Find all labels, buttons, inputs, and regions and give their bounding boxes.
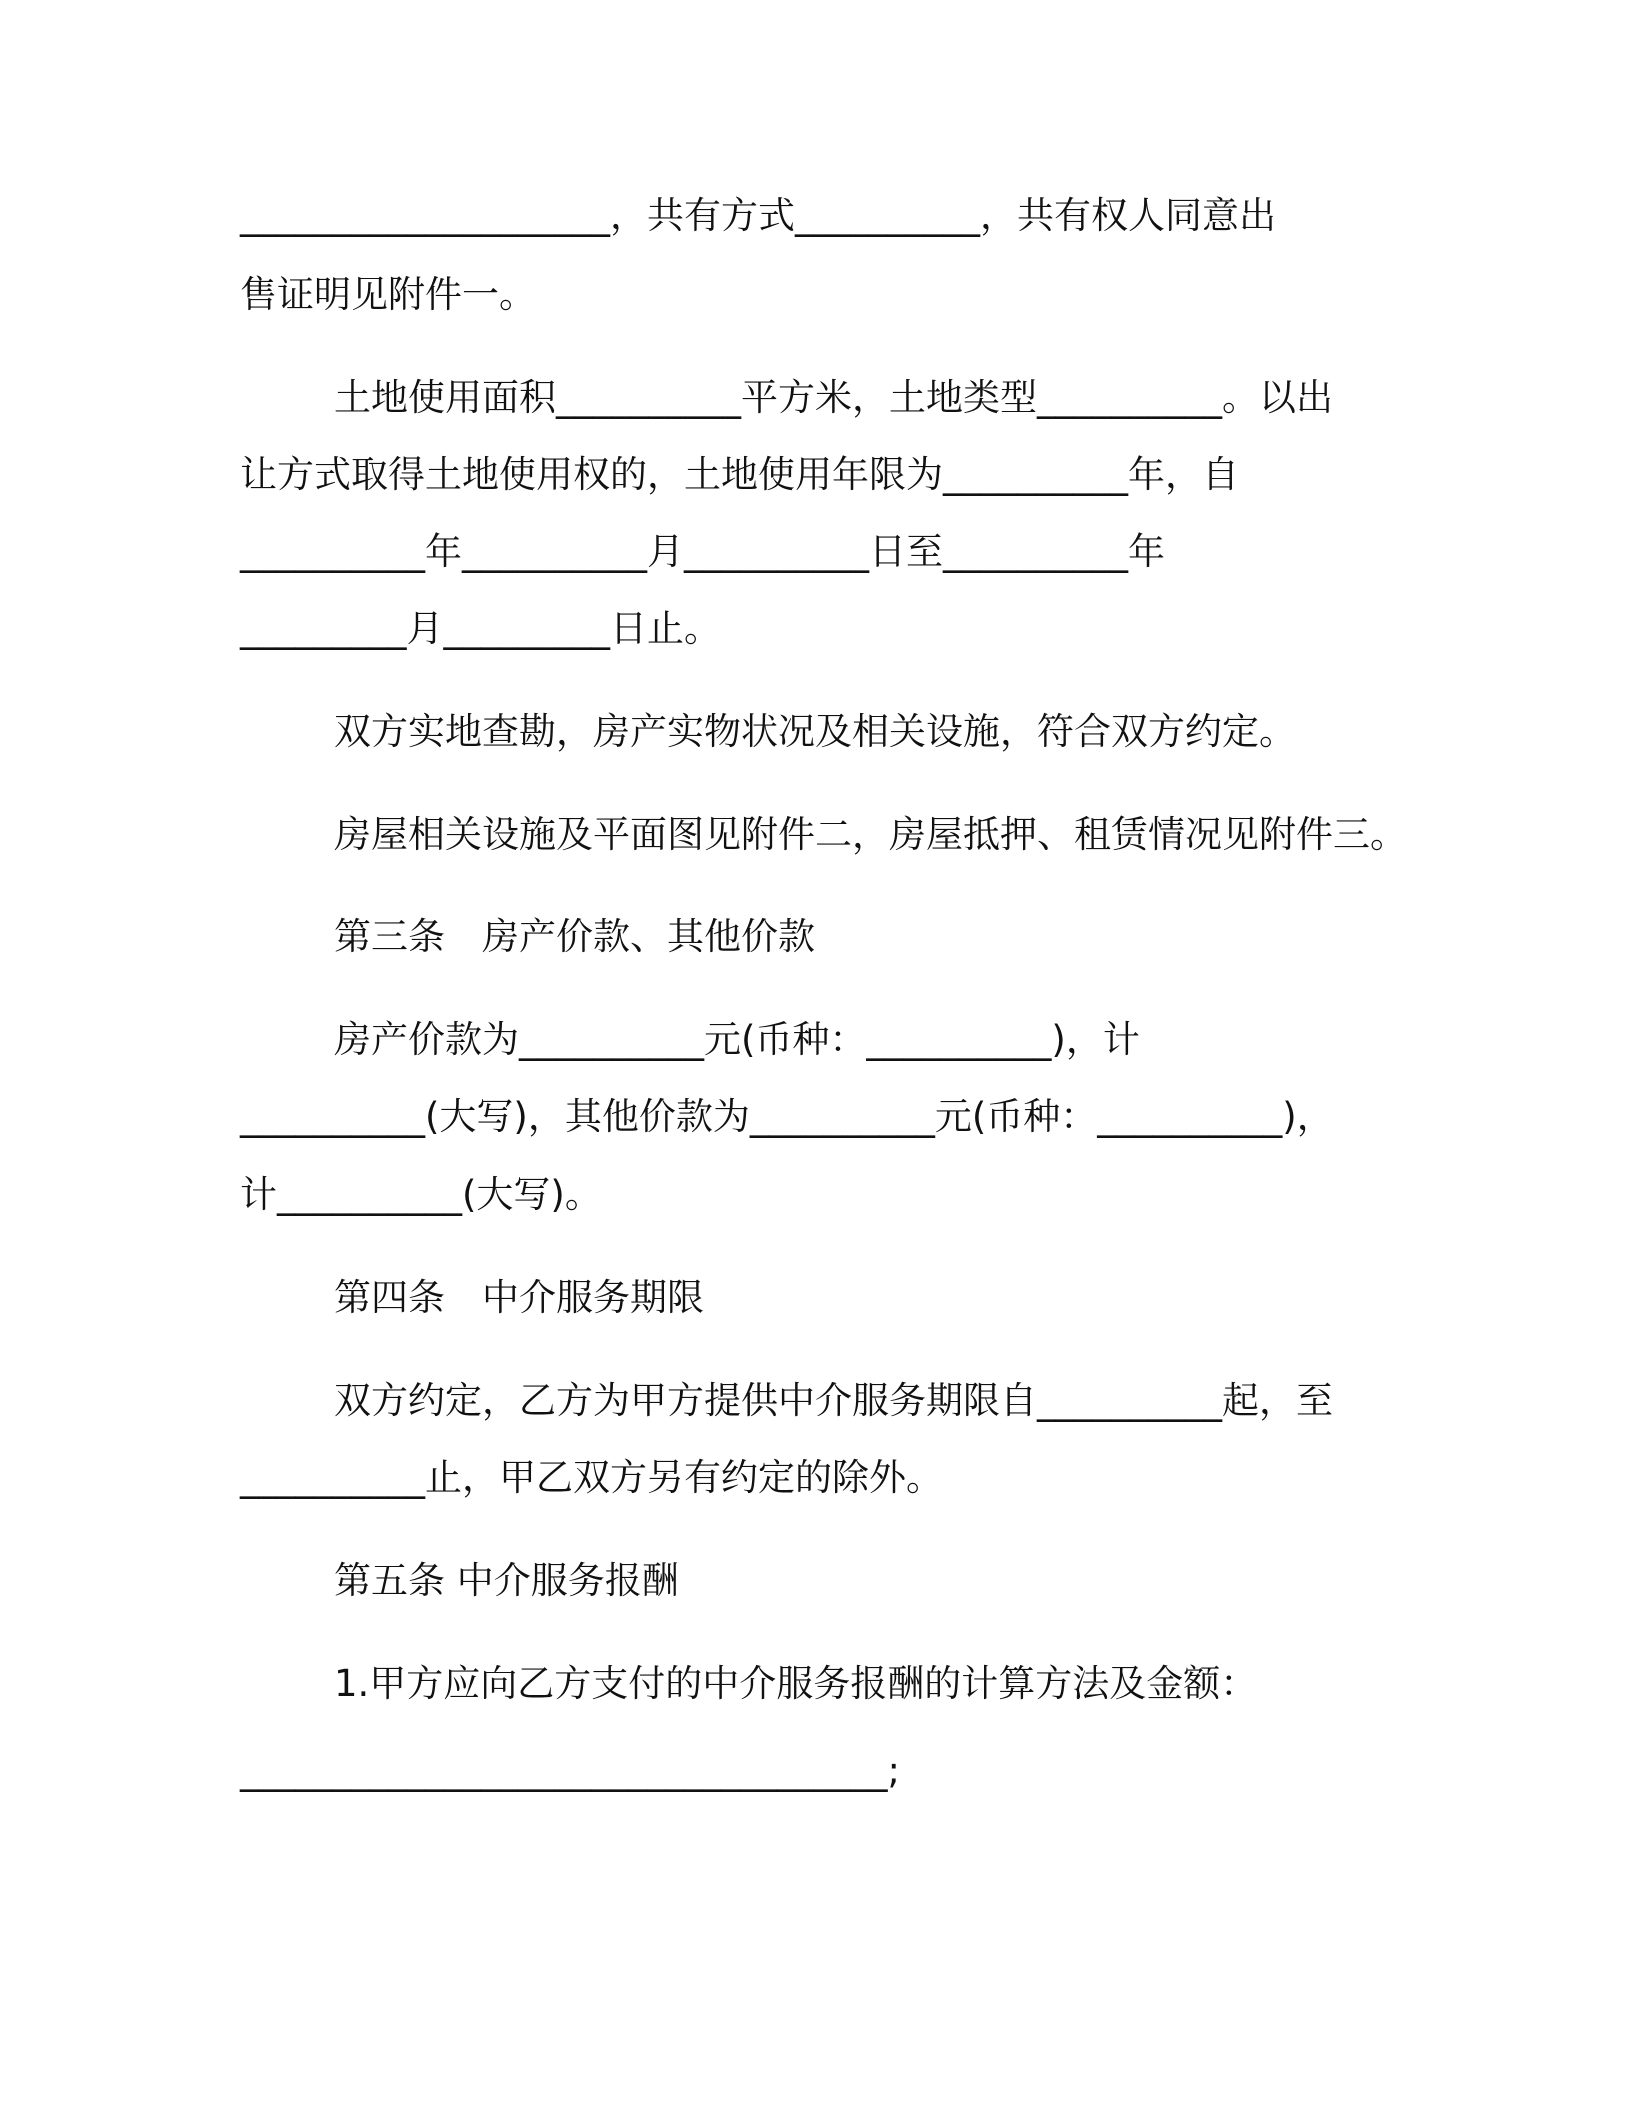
text-line-2: 售证明见附件一。 xyxy=(240,273,536,316)
text-line-5: __________年__________月__________日至__________年 xyxy=(240,530,1165,573)
text-line-10: 房产价款为__________元(币种：__________)，计 xyxy=(334,1018,1140,1061)
text-line-3: 土地使用面积__________平方米，土地类型__________。以出 xyxy=(334,376,1333,419)
text-line-18: ___________________________________; xyxy=(240,1749,900,1792)
text-line-14: 双方约定，乙方为甲方提供中介服务期限自__________起，至 xyxy=(334,1379,1333,1422)
text-line-4: 让方式取得土地使用权的，土地使用年限为__________年，自 xyxy=(240,453,1239,496)
text-line-12: 计__________(大写)。 xyxy=(240,1173,602,1216)
section-heading-4: 第四条 中介服务期限 xyxy=(334,1276,704,1319)
text-line-6: _________月_________日止。 xyxy=(240,607,721,650)
section-heading-5: 第五条 中介服务报酬 xyxy=(334,1559,679,1602)
text-line-17: 1.甲方应向乙方支付的中介服务报酬的计算方法及金额： xyxy=(334,1662,1258,1705)
section-heading-3: 第三条 房产价款、其他价款 xyxy=(334,915,815,958)
text-line-15: __________止，甲乙双方另有约定的除外。 xyxy=(240,1456,943,1499)
text-line-1: ____________________，共有方式__________，共有权人同意出 xyxy=(240,194,1276,237)
text-line-7: 双方实地查勘，房产实物状况及相关设施，符合双方约定。 xyxy=(334,710,1296,753)
text-line-8: 房屋相关设施及平面图见附件二，房屋抵押、租赁情况见附件三。 xyxy=(334,813,1407,856)
text-line-11: __________(大写)，其他价款为__________元(币种：__________)， xyxy=(240,1095,1334,1138)
